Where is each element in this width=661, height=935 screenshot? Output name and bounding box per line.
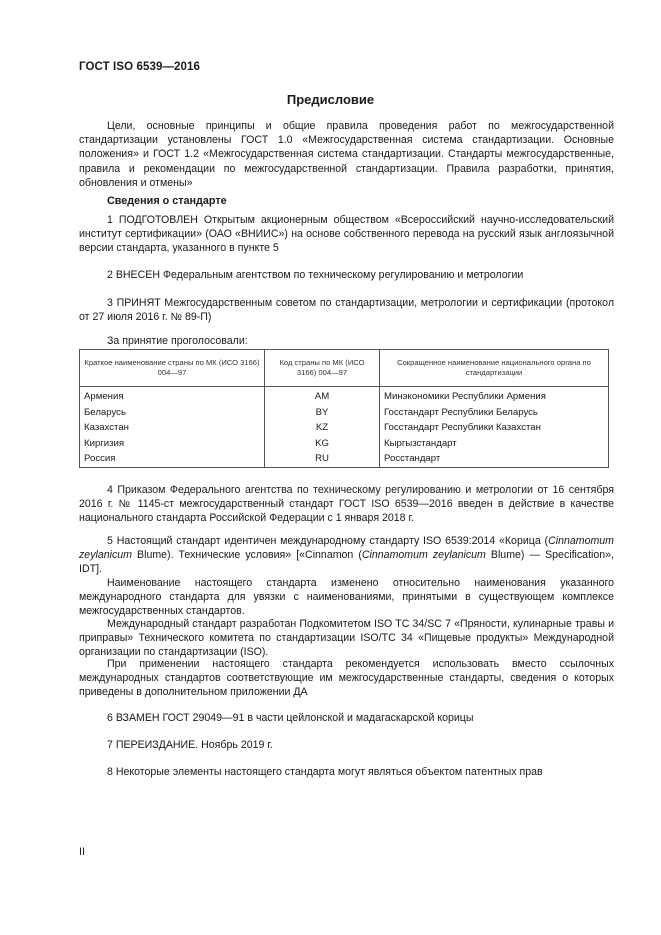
item-1-paragraph: 1 ПОДГОТОВЛЕН Открытым акционерным обществом «Всероссийский научно-исследовательский институт сертификации» (ОАО «ВНИИС») на основе собственного перевода на русский язык англоязычной версии стандарта, указанного в пункте 5 — [79, 214, 614, 255]
item-5-text-a: 5 Настоящий стандарт идентичен международному стандарту ISO 6539:2014 «Корица ( — [107, 535, 549, 547]
body-cell: Минэкономики Республики Армения — [380, 387, 609, 405]
code-cell: AM — [265, 387, 380, 405]
country-cell: Казахстан — [80, 420, 265, 436]
item-6-paragraph: 6 ВЗАМЕН ГОСТ 29049—91 в части цейлонской и мадагаскарской корицы — [107, 712, 474, 724]
item-5-developer-note: Международный стандарт разработан Подкомитетом ISO TC 34/SC 7 «Пряности, кулинарные травы и приправы» Технического комитета по стандартизации ISO/TC 34 «Пищевые продукты» Международной организации по стандартизации (ISO). — [79, 618, 614, 659]
document-header-title: ГОСТ ISO 6539—2016 — [79, 61, 201, 73]
body-cell: Кыргызстандарт — [380, 436, 609, 452]
country-cell: Россия — [80, 451, 265, 467]
code-cell: KZ — [265, 420, 380, 436]
table-row — [80, 420, 609, 436]
table-row — [80, 405, 609, 421]
item-7-paragraph: 7 ПЕРЕИЗДАНИЕ. Ноябрь 2019 г. — [107, 739, 273, 751]
code-cell: RU — [265, 451, 380, 467]
vote-table — [79, 349, 609, 468]
header-country-code: Код страны по МК (ИСО 3166) 004—97 — [265, 350, 380, 387]
body-cell: Росстандарт — [380, 451, 609, 467]
table-row — [80, 387, 609, 405]
vote-table-header-row — [80, 350, 609, 387]
body-cell: Госстандарт Республики Беларусь — [380, 405, 609, 421]
vote-label: За принятие проголосовали: — [107, 335, 248, 347]
section-title: Предисловие — [286, 92, 375, 107]
item-5-references-note: При применении настоящего стандарта рекомендуется использовать вместо ссылочных международных стандартов соответствующие им межгосударственные стандарты, сведения о которых приведены в дополнительном приложении ДА — [79, 658, 614, 699]
item-5-paragraph — [79, 534, 614, 577]
item-4-paragraph: 4 Приказом Федерального агентства по техническому регулированию и метрологии от 16 сентября 2016 г. № 1145-ст межгосударственный стандарт ГОСТ ISO 6539—2016 введен в действие в качестве национального стандарта Российской Федерации с 1 января 2018 г. — [79, 484, 614, 525]
item-5-text-c: Blume). Технические условия» [«Cinnamon ( — [132, 549, 362, 562]
item-3-paragraph: 3 ПРИНЯТ Межгосударственным советом по стандартизации, метрологии и сертификации (протокол от 27 июля 2016 г. № 89-П) — [79, 297, 614, 324]
body-cell: Госстандарт Республики Казахстан — [380, 420, 609, 436]
item-5-latin-name-2: Cinnamomum zeylanicum — [361, 549, 486, 562]
about-standard-heading: Сведения о стандарте — [107, 195, 227, 207]
intro-paragraph: Цели, основные принципы и общие правила проведения работ по межгосударственной стандартизации установлены ГОСТ 1.0 «Межгосударственная система стандартизации. Основные положения» и ГОСТ 1.2 «Межгосударственная система стандартизации. Стандарты межгосударственные, правила и рекомендации по межгосударственной стандартизации. Правила разработки, принятия, обновления и отмены» — [79, 120, 614, 189]
code-cell: KG — [265, 436, 380, 452]
country-cell: Армения — [80, 387, 265, 405]
header-national-body: Сокращенное наименование национального органа по стандартизации — [380, 350, 609, 387]
item-8-paragraph: 8 Некоторые элементы настоящего стандарта могут являться объектом патентных прав — [107, 766, 543, 778]
item-5-latin-name-1: Cinnamomum zeylanicum — [79, 535, 614, 562]
page-number: II — [79, 846, 85, 858]
item-2-paragraph: 2 ВНЕСЕН Федеральным агентством по техническому регулированию и метрологии — [107, 269, 524, 281]
country-cell: Киргизия — [80, 436, 265, 452]
table-row — [80, 451, 609, 467]
item-5-text-e: Blume) — Specification», IDT]. — [79, 549, 614, 576]
country-cell: Беларусь — [80, 405, 265, 421]
table-row — [80, 436, 609, 452]
code-cell: BY — [265, 405, 380, 421]
item-5-name-note: Наименование настоящего стандарта изменено относительно наименования указанного международного стандарта для увязки с наименованиями, принятыми в существующем комплексе межгосударственных стандартов. — [79, 577, 614, 618]
header-country-name: Краткое наименование страны по МК (ИСО 3166) 004—97 — [80, 350, 265, 387]
